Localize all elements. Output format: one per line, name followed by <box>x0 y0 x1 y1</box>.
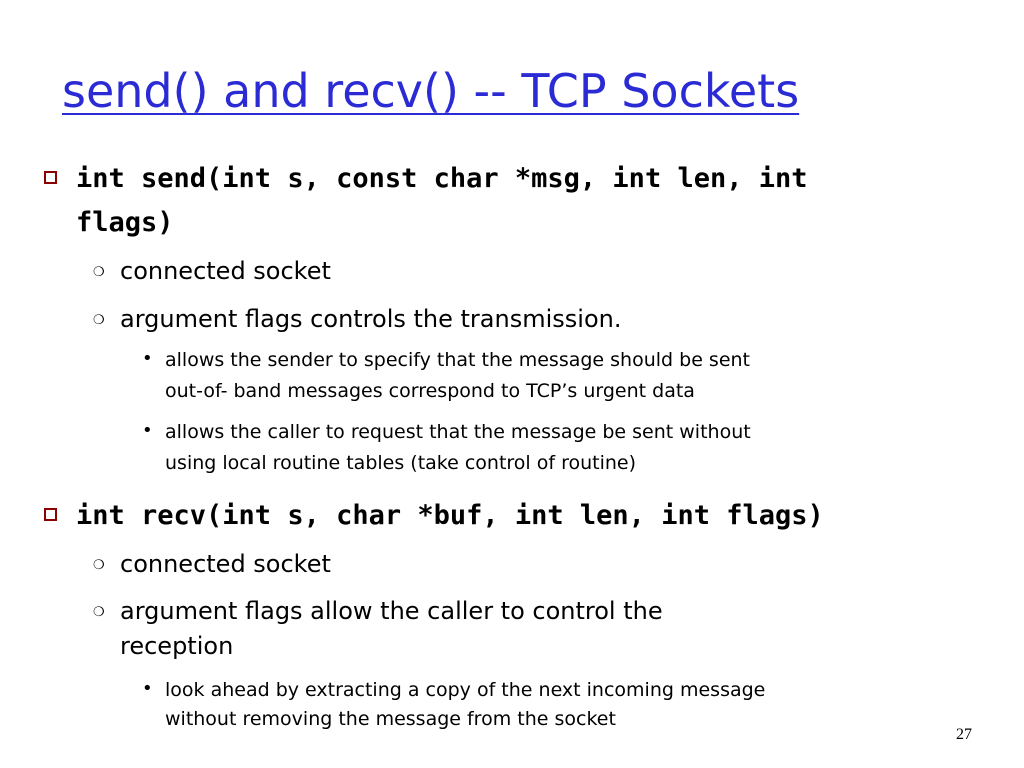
send-detail-2-line1: allows the caller to request that the message be sent without <box>165 421 751 443</box>
dot-bullet-icon: • <box>142 348 153 369</box>
recv-detail-1-line1: look ahead by extracting a copy of the next incoming message <box>165 679 766 701</box>
send-signature-line1: int send(int s, const char *msg, int len, int <box>76 163 808 194</box>
circle-bullet-icon: ❍ <box>93 605 105 620</box>
recv-subitem-flags-line2: reception <box>120 632 234 660</box>
send-detail-1-line1: allows the sender to specify that the message should be sent <box>165 349 751 371</box>
circle-bullet-icon: ❍ <box>93 558 105 573</box>
dot-bullet-icon: • <box>142 420 153 441</box>
send-detail-2-line2: using local routine tables (take control of routine) <box>165 452 637 474</box>
send-signature-line2: flags) <box>76 207 174 238</box>
square-bullet-icon <box>44 508 57 521</box>
slide-title: send() and recv() -- TCP Sockets <box>62 64 800 118</box>
circle-bullet-icon: ❍ <box>93 313 105 328</box>
page-number: 27 <box>956 726 972 743</box>
recv-detail-1-line2: without removing the message from the socket <box>165 708 616 730</box>
recv-subitem-connected: connected socket <box>120 550 331 578</box>
send-detail-1-line2: out-of- band messages correspond to TCP’s urgent data <box>165 380 695 402</box>
circle-bullet-icon: ❍ <box>93 265 105 280</box>
recv-signature: int recv(int s, char *buf, int len, int flags) <box>76 500 824 531</box>
recv-subitem-flags-line1: argument flags allow the caller to control the <box>120 597 663 625</box>
dot-bullet-icon: • <box>142 678 153 699</box>
send-subitem-connected: connected socket <box>120 257 331 285</box>
square-bullet-icon <box>44 171 57 184</box>
send-subitem-flags: argument flags controls the transmission. <box>120 305 622 333</box>
